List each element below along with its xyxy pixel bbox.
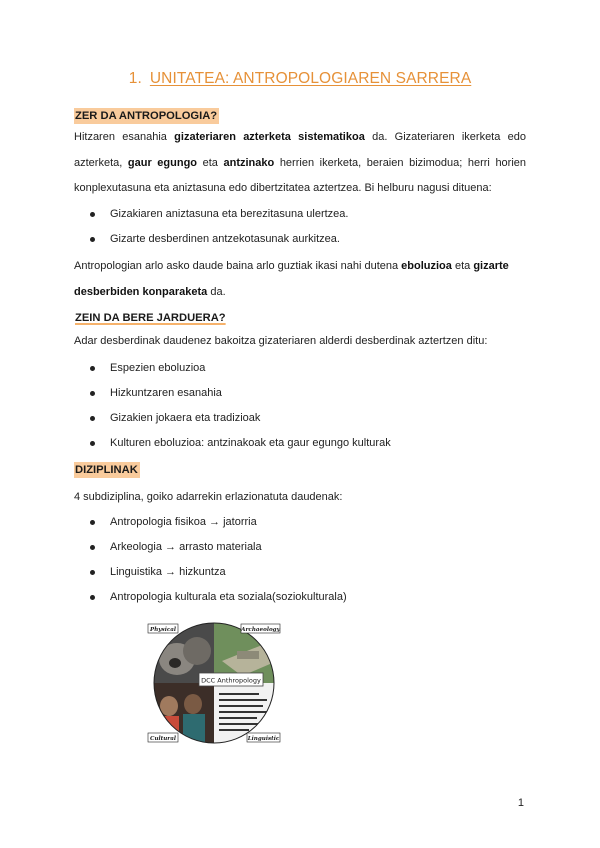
page-title bbox=[0, 70, 600, 88]
title-text: UNITATEA: ANTROPOLOGIAREN SARRERA bbox=[149, 70, 472, 87]
list-item: Gizakiaren aniztasuna eta berezitasuna ulertzea. bbox=[88, 202, 348, 227]
disciplines-list bbox=[88, 510, 347, 610]
section-heading-jarduera: ZEIN DA BERE JARDUERA? bbox=[75, 312, 226, 324]
list-item: Linguistika → hizkuntza bbox=[88, 560, 347, 585]
list-item: Antropologia kulturala eta soziala(soziokulturala) bbox=[88, 585, 347, 610]
evolution-paragraph: Antropologian arlo asko daude baina arlo guztiak ikasi nahi dutena eboluzioa eta gizarte desberbiden konparaketa da. bbox=[74, 260, 509, 298]
figure-label-physical: Physical bbox=[150, 627, 176, 633]
page-number: 1 bbox=[517, 797, 524, 809]
list-item: Gizakien jokaera eta tradizioak bbox=[88, 406, 391, 431]
figure-label-linguistic: Linguistic bbox=[247, 736, 280, 742]
figure-label-archaeology: Archaeology bbox=[241, 627, 280, 633]
list-item: Hizkuntzaren esanahia bbox=[88, 381, 391, 406]
figure-label-cultural: Cultural bbox=[150, 736, 176, 742]
list-item: Gizarte desberdinen antzekotasunak aurkitzea. bbox=[88, 227, 348, 252]
disciplines-intro: 4 subdiziplina, goiko adarrekin erlazionatuta daudenak: bbox=[74, 491, 343, 503]
list-item: Antropologia fisikoa → jatorria bbox=[88, 510, 347, 535]
list-item: Espezien eboluzioa bbox=[88, 356, 391, 381]
section-heading-diziplinak: DIZIPLINAK bbox=[75, 464, 138, 476]
list-item: Arkeologia → arrasto materiala bbox=[88, 535, 347, 560]
figure-center-label: DCC Anthropology bbox=[201, 676, 261, 685]
branches-intro: Adar desberdinak daudenez bakoitza gizateriaren alderdi desberdinak aztertzen ditu: bbox=[74, 335, 488, 347]
activity-list bbox=[88, 356, 391, 456]
anthropology-fields-image bbox=[147, 621, 281, 745]
list-item: Kulturen eboluzioa: antzinakoak eta gaur egungo kulturak bbox=[88, 431, 391, 456]
section-heading-zer-da: ZER DA ANTROPOLOGIA? bbox=[75, 110, 218, 122]
title-number: 1. bbox=[128, 70, 142, 87]
goals-list bbox=[88, 202, 348, 252]
intro-paragraph: Hitzaren esanahia gizateriaren azterketa sistematikoa da. Gizateriaren ikerketa edo azterketa, gaur egungo eta antzinako herrien ikerketa, beraien bizimodua; herri horien konplexutasuna eta aniztasuna edo dibertzitatea aztertzea. Bi helburu nagusi dituena: bbox=[74, 131, 527, 194]
